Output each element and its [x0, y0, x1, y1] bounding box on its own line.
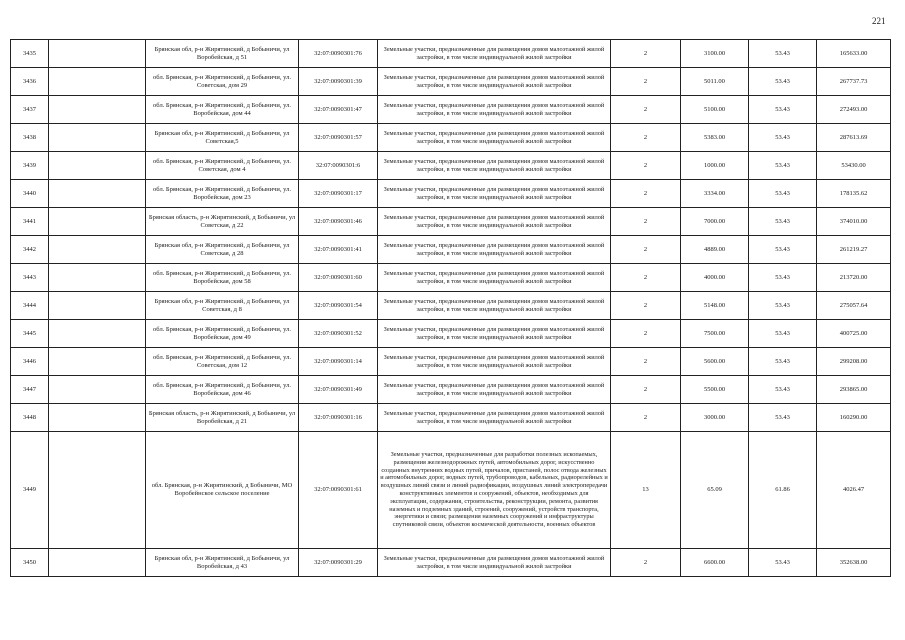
table-row [11, 376, 891, 404]
group-number-cell: 2 [611, 376, 681, 404]
land-use-purpose-cell: Земельные участки, предназначенные для размещения домов малоэтажной жилой застройки, в том числе индивидуальной жилой застройки [378, 96, 611, 124]
address-cell: Брянская обл, р-н Жирятинский, д Бобыничи, ул Советская,5 [146, 124, 299, 152]
specific-value-cell: 53.43 [749, 208, 817, 236]
table-row [11, 292, 891, 320]
land-use-purpose-cell: Земельные участки, предназначенные для размещения домов малоэтажной жилой застройки, в том числе индивидуальной жилой застройки [378, 152, 611, 180]
empty-cell [49, 68, 146, 96]
row-number-cell: 3441 [11, 208, 49, 236]
empty-cell [49, 236, 146, 264]
group-number-cell: 13 [611, 432, 681, 549]
specific-value-cell: 53.43 [749, 180, 817, 208]
empty-cell [49, 180, 146, 208]
table-row [11, 264, 891, 292]
table-row [11, 320, 891, 348]
specific-value-cell: 53.43 [749, 320, 817, 348]
area-cell: 4000.00 [681, 264, 749, 292]
table-body [11, 40, 891, 577]
table-row [11, 152, 891, 180]
address-cell: обл. Брянская, р-н Жирятинский, д Бобыничи, МО Воробейнское сельское поселение [146, 432, 299, 549]
row-number-cell: 3444 [11, 292, 49, 320]
table-row [11, 180, 891, 208]
land-use-purpose-cell: Земельные участки, предназначенные для размещения домов малоэтажной жилой застройки, в том числе индивидуальной жилой застройки [378, 549, 611, 577]
area-cell: 5600.00 [681, 348, 749, 376]
cadastral-value-cell: 53430.00 [817, 152, 891, 180]
cadastral-number-cell: 32:07:0090301:41 [299, 236, 378, 264]
row-number-cell: 3442 [11, 236, 49, 264]
row-number-cell: 3449 [11, 432, 49, 549]
cadastral-value-cell: 4026.47 [817, 432, 891, 549]
specific-value-cell: 53.43 [749, 376, 817, 404]
specific-value-cell: 53.43 [749, 68, 817, 96]
empty-cell [49, 549, 146, 577]
specific-value-cell: 53.43 [749, 404, 817, 432]
empty-cell [49, 292, 146, 320]
land-use-purpose-cell: Земельные участки, предназначенные для размещения домов малоэтажной жилой застройки, в том числе индивидуальной жилой застройки [378, 376, 611, 404]
land-plots-table [10, 39, 891, 577]
address-cell: Брянская обл, р-н Жирятинский, д Бобыничи, ул Воробейская, д 43 [146, 549, 299, 577]
address-cell: обл. Брянская, р-н Жирятинский, д Бобыничи, ул. Воробейская, дом 49 [146, 320, 299, 348]
empty-cell [49, 264, 146, 292]
group-number-cell: 2 [611, 348, 681, 376]
address-cell: обл. Брянская, р-н Жирятинский, д Бобыничи, ул. Советская, дом 29 [146, 68, 299, 96]
table-row [11, 124, 891, 152]
group-number-cell: 2 [611, 124, 681, 152]
cadastral-number-cell: 32:07:0090301:60 [299, 264, 378, 292]
table-row [11, 208, 891, 236]
cadastral-value-cell: 178135.62 [817, 180, 891, 208]
specific-value-cell: 53.43 [749, 348, 817, 376]
specific-value-cell: 53.43 [749, 40, 817, 68]
cadastral-value-cell: 275057.64 [817, 292, 891, 320]
specific-value-cell: 53.43 [749, 292, 817, 320]
row-number-cell: 3437 [11, 96, 49, 124]
group-number-cell: 2 [611, 96, 681, 124]
address-cell: обл. Брянская, р-н Жирятинский, д Бобыничи, ул. Воробейская, дом 23 [146, 180, 299, 208]
specific-value-cell: 61.86 [749, 432, 817, 549]
empty-cell [49, 404, 146, 432]
row-number-cell: 3448 [11, 404, 49, 432]
row-number-cell: 3438 [11, 124, 49, 152]
area-cell: 1000.00 [681, 152, 749, 180]
land-use-purpose-cell: Земельные участки, предназначенные для размещения домов малоэтажной жилой застройки, в том числе индивидуальной жилой застройки [378, 180, 611, 208]
cadastral-number-cell: 32:07:0090301:49 [299, 376, 378, 404]
cadastral-number-cell: 32:07:0090301:61 [299, 432, 378, 549]
group-number-cell: 2 [611, 236, 681, 264]
row-number-cell: 3435 [11, 40, 49, 68]
area-cell: 65.09 [681, 432, 749, 549]
address-cell: обл. Брянская, р-н Жирятинский, д Бобыничи, ул. Советская, дом 12 [146, 348, 299, 376]
cadastral-value-cell: 293865.00 [817, 376, 891, 404]
cadastral-number-cell: 32:07:0090301:14 [299, 348, 378, 376]
table-row [11, 549, 891, 577]
row-number-cell: 3443 [11, 264, 49, 292]
group-number-cell: 2 [611, 40, 681, 68]
area-cell: 6600.00 [681, 549, 749, 577]
cadastral-number-cell: 32:07:0090301:46 [299, 208, 378, 236]
land-use-purpose-cell: Земельные участки, предназначенные для разработки полезных ископаемых, размещения железнодорожных путей, автомобильных дорог, искусственно созданных внутренних водных путей, причалов, пристаней, полос отвода железных и автомобильных дорог, водных путей, трубопроводов, кабельных, радиорелейных и воздушных линий связи и линий радиофикации, воздушных линий электропередачи конструктивных элементов и сооружений, объектов, необходимых для эксплуатации, содержания, строительства, реконструкции, ремонта, развития наземных и подземных зданий, строений, сооружений, устройств транспорта, энергетики и связи; размещения наземных сооружений и инфраструктуры спутниковой связи, объектов космической деятельности, военных объектов [378, 432, 611, 549]
row-number-cell: 3445 [11, 320, 49, 348]
cadastral-number-cell: 32:07:0090301:16 [299, 404, 378, 432]
cadastral-number-cell: 32:07:0090301:52 [299, 320, 378, 348]
address-cell: обл. Брянская, р-н Жирятинский, д Бобыничи, ул. Воробейская, дом 46 [146, 376, 299, 404]
land-use-purpose-cell: Земельные участки, предназначенные для размещения домов малоэтажной жилой застройки, в том числе индивидуальной жилой застройки [378, 40, 611, 68]
land-use-purpose-cell: Земельные участки, предназначенные для размещения домов малоэтажной жилой застройки, в том числе индивидуальной жилой застройки [378, 68, 611, 96]
group-number-cell: 2 [611, 549, 681, 577]
table-row [11, 68, 891, 96]
empty-cell [49, 124, 146, 152]
empty-cell [49, 152, 146, 180]
land-use-purpose-cell: Земельные участки, предназначенные для размещения домов малоэтажной жилой застройки, в том числе индивидуальной жилой застройки [378, 264, 611, 292]
address-cell: обл. Брянская, р-н Жирятинский, д Бобыничи, ул. Советская, дом 4 [146, 152, 299, 180]
area-cell: 3334.00 [681, 180, 749, 208]
cadastral-number-cell: 32:07:0090301:54 [299, 292, 378, 320]
group-number-cell: 2 [611, 292, 681, 320]
area-cell: 3000.00 [681, 404, 749, 432]
address-cell: Брянская область, р-н Жирятинский, д Бобыничи, ул Советская, д 22 [146, 208, 299, 236]
cadastral-value-cell: 261219.27 [817, 236, 891, 264]
land-use-purpose-cell: Земельные участки, предназначенные для размещения домов малоэтажной жилой застройки, в том числе индивидуальной жилой застройки [378, 320, 611, 348]
group-number-cell: 2 [611, 208, 681, 236]
cadastral-value-cell: 267737.73 [817, 68, 891, 96]
specific-value-cell: 53.43 [749, 152, 817, 180]
address-cell: обл. Брянская, р-н Жирятинский, д Бобыничи, ул. Воробейская, дом 44 [146, 96, 299, 124]
cadastral-value-cell: 287613.69 [817, 124, 891, 152]
specific-value-cell: 53.43 [749, 264, 817, 292]
cadastral-value-cell: 352638.00 [817, 549, 891, 577]
empty-cell [49, 208, 146, 236]
table-row [11, 236, 891, 264]
empty-cell [49, 320, 146, 348]
empty-cell [49, 432, 146, 549]
cadastral-value-cell: 272493.00 [817, 96, 891, 124]
empty-cell [49, 376, 146, 404]
cadastral-value-cell: 374010.00 [817, 208, 891, 236]
land-use-purpose-cell: Земельные участки, предназначенные для размещения домов малоэтажной жилой застройки, в том числе индивидуальной жилой застройки [378, 208, 611, 236]
row-number-cell: 3447 [11, 376, 49, 404]
group-number-cell: 2 [611, 320, 681, 348]
row-number-cell: 3440 [11, 180, 49, 208]
cadastral-number-cell: 32:07:0090301:76 [299, 40, 378, 68]
group-number-cell: 2 [611, 264, 681, 292]
row-number-cell: 3450 [11, 549, 49, 577]
group-number-cell: 2 [611, 180, 681, 208]
group-number-cell: 2 [611, 404, 681, 432]
cadastral-value-cell: 160290.00 [817, 404, 891, 432]
row-number-cell: 3439 [11, 152, 49, 180]
area-cell: 7500.00 [681, 320, 749, 348]
cadastral-number-cell: 32:07:0090301:39 [299, 68, 378, 96]
specific-value-cell: 53.43 [749, 236, 817, 264]
table-row [11, 348, 891, 376]
group-number-cell: 2 [611, 152, 681, 180]
specific-value-cell: 53.43 [749, 124, 817, 152]
address-cell: Брянская область, р-н Жирятинский, д Бобыничи, ул Воробейская, д 21 [146, 404, 299, 432]
address-cell: Брянская обл, р-н Жирятинский, д Бобыничи, ул Советская, д 8 [146, 292, 299, 320]
land-use-purpose-cell: Земельные участки, предназначенные для размещения домов малоэтажной жилой застройки, в том числе индивидуальной жилой застройки [378, 404, 611, 432]
area-cell: 5500.00 [681, 376, 749, 404]
cadastral-value-cell: 213720.00 [817, 264, 891, 292]
cadastral-value-cell: 299208.00 [817, 348, 891, 376]
specific-value-cell: 53.43 [749, 549, 817, 577]
row-number-cell: 3436 [11, 68, 49, 96]
empty-cell [49, 96, 146, 124]
cadastral-number-cell: 32:07:0090301:6 [299, 152, 378, 180]
area-cell: 5100.00 [681, 96, 749, 124]
area-cell: 4889.00 [681, 236, 749, 264]
empty-cell [49, 348, 146, 376]
table-row [11, 96, 891, 124]
area-cell: 5011.00 [681, 68, 749, 96]
cadastral-value-cell: 165633.00 [817, 40, 891, 68]
area-cell: 3100.00 [681, 40, 749, 68]
cadastral-number-cell: 32:07:0090301:17 [299, 180, 378, 208]
group-number-cell: 2 [611, 68, 681, 96]
empty-cell [49, 40, 146, 68]
table-row [11, 432, 891, 549]
cadastral-number-cell: 32:07:0090301:57 [299, 124, 378, 152]
area-cell: 5383.00 [681, 124, 749, 152]
land-use-purpose-cell: Земельные участки, предназначенные для размещения домов малоэтажной жилой застройки, в том числе индивидуальной жилой застройки [378, 292, 611, 320]
table-row [11, 40, 891, 68]
cadastral-number-cell: 32:07:0090301:29 [299, 549, 378, 577]
area-cell: 7000.00 [681, 208, 749, 236]
address-cell: Брянская обл, р-н Жирятинский, д Бобыничи, ул Советская, д 28 [146, 236, 299, 264]
table-row [11, 404, 891, 432]
address-cell: Брянская обл, р-н Жирятинский, д Бобыничи, ул Воробейская, д 51 [146, 40, 299, 68]
land-use-purpose-cell: Земельные участки, предназначенные для размещения домов малоэтажной жилой застройки, в том числе индивидуальной жилой застройки [378, 348, 611, 376]
address-cell: обл. Брянская, р-н Жирятинский, д Бобыничи, ул. Воробейская, дом 58 [146, 264, 299, 292]
specific-value-cell: 53.43 [749, 96, 817, 124]
page-number: 221 [872, 16, 886, 26]
cadastral-number-cell: 32:07:0090301:47 [299, 96, 378, 124]
land-use-purpose-cell: Земельные участки, предназначенные для размещения домов малоэтажной жилой застройки, в том числе индивидуальной жилой застройки [378, 124, 611, 152]
area-cell: 5148.00 [681, 292, 749, 320]
cadastral-value-cell: 400725.00 [817, 320, 891, 348]
row-number-cell: 3446 [11, 348, 49, 376]
land-use-purpose-cell: Земельные участки, предназначенные для размещения домов малоэтажной жилой застройки, в том числе индивидуальной жилой застройки [378, 236, 611, 264]
